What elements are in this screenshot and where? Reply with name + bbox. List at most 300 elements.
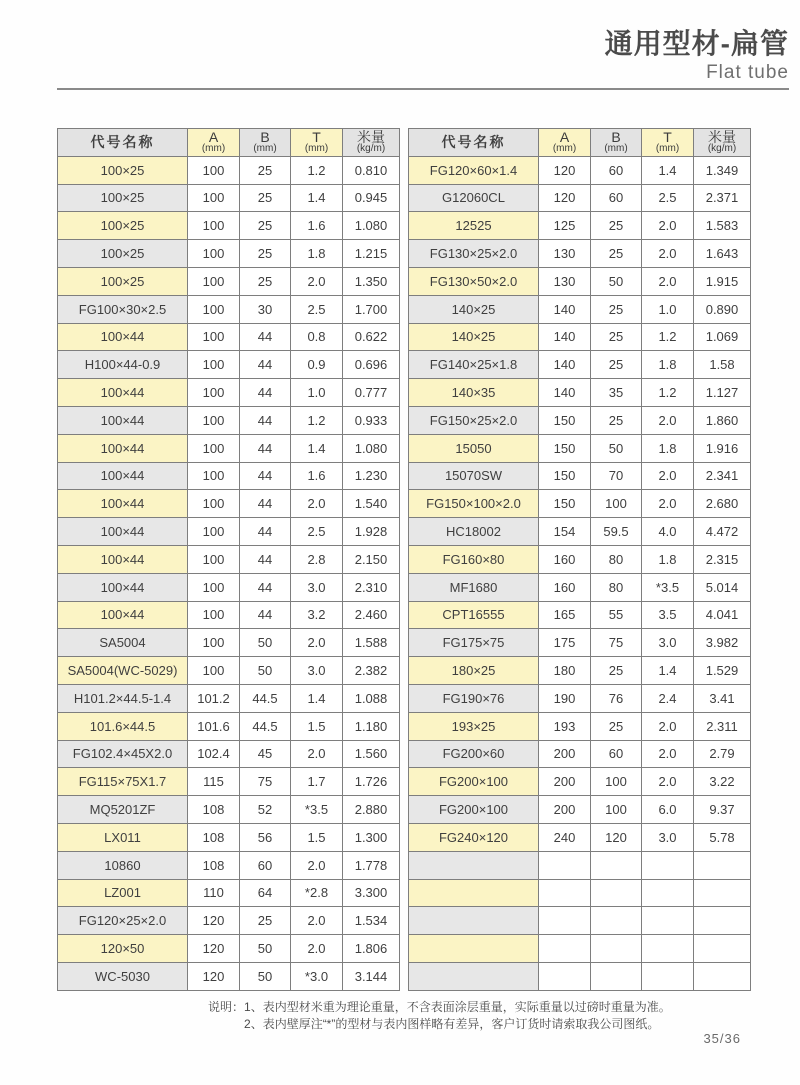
table-row bbox=[58, 796, 400, 824]
row-value-cell: *3.0 bbox=[291, 962, 343, 990]
row-value-cell: 2.0 bbox=[642, 240, 694, 268]
row-value-cell: 25 bbox=[240, 212, 291, 240]
row-value-cell: 60 bbox=[591, 184, 642, 212]
row-value-cell bbox=[642, 851, 694, 879]
row-code-cell: 100×44 bbox=[58, 462, 188, 490]
row-value-cell: *3.5 bbox=[642, 573, 694, 601]
row-value-cell: 25 bbox=[240, 240, 291, 268]
row-value-cell: 2.341 bbox=[694, 462, 751, 490]
row-value-cell: 2.79 bbox=[694, 740, 751, 768]
row-value-cell: 2.0 bbox=[291, 851, 343, 879]
row-value-cell: 0.945 bbox=[343, 184, 400, 212]
table-row bbox=[409, 740, 751, 768]
row-value-cell: 1.540 bbox=[343, 490, 400, 518]
column-header-b: B (mm) bbox=[240, 129, 291, 157]
row-value-cell bbox=[591, 879, 642, 907]
row-value-cell: 1.230 bbox=[343, 462, 400, 490]
row-value-cell: 2.150 bbox=[343, 545, 400, 573]
row-code-cell: 100×44 bbox=[58, 518, 188, 546]
table-row bbox=[58, 851, 400, 879]
table-row bbox=[58, 629, 400, 657]
column-header-b: B (mm) bbox=[591, 129, 642, 157]
row-code-cell: FG160×80 bbox=[409, 545, 539, 573]
table-row bbox=[58, 879, 400, 907]
row-value-cell: 3.22 bbox=[694, 768, 751, 796]
page-title: 通用型材-扁管 bbox=[604, 28, 789, 59]
row-value-cell: 2.311 bbox=[694, 712, 751, 740]
row-code-cell bbox=[409, 962, 539, 990]
row-code-cell: LZ001 bbox=[58, 879, 188, 907]
row-value-cell: 100 bbox=[188, 657, 240, 685]
row-value-cell: 1.58 bbox=[694, 351, 751, 379]
row-value-cell: 1.7 bbox=[291, 768, 343, 796]
row-code-cell: 100×25 bbox=[58, 212, 188, 240]
row-value-cell: 2.0 bbox=[291, 267, 343, 295]
row-code-cell: FG175×75 bbox=[409, 629, 539, 657]
row-value-cell: 75 bbox=[240, 768, 291, 796]
row-value-cell: 150 bbox=[539, 434, 591, 462]
row-value-cell: 3.41 bbox=[694, 684, 751, 712]
row-value-cell: 2.460 bbox=[343, 601, 400, 629]
row-value-cell: 76 bbox=[591, 684, 642, 712]
row-value-cell: 2.680 bbox=[694, 490, 751, 518]
row-value-cell: 44 bbox=[240, 434, 291, 462]
table-row bbox=[58, 657, 400, 685]
row-value-cell: 1.928 bbox=[343, 518, 400, 546]
row-value-cell: 5.014 bbox=[694, 573, 751, 601]
note-line-2: 2、表内壁厚注“*”的型材与表内图样略有差异，客户订货时请索取我公司图纸。 bbox=[244, 1017, 660, 1032]
row-value-cell: 100 bbox=[188, 573, 240, 601]
table-row bbox=[409, 629, 751, 657]
row-value-cell: 50 bbox=[240, 629, 291, 657]
row-value-cell bbox=[694, 879, 751, 907]
row-value-cell: 3.0 bbox=[291, 573, 343, 601]
row-value-cell: 2.0 bbox=[291, 740, 343, 768]
row-value-cell: 2.0 bbox=[291, 629, 343, 657]
row-value-cell: 190 bbox=[539, 684, 591, 712]
row-code-cell: FG130×50×2.0 bbox=[409, 267, 539, 295]
row-code-cell: 120×50 bbox=[58, 935, 188, 963]
row-code-cell: 100×44 bbox=[58, 545, 188, 573]
row-value-cell: 108 bbox=[188, 823, 240, 851]
row-value-cell: 1.0 bbox=[642, 295, 694, 323]
notes-lines bbox=[244, 999, 671, 1034]
table-row bbox=[58, 518, 400, 546]
table-row bbox=[58, 740, 400, 768]
row-code-cell: 140×25 bbox=[409, 323, 539, 351]
left-table-header bbox=[58, 129, 400, 157]
table-row bbox=[58, 907, 400, 935]
row-value-cell: 0.810 bbox=[343, 156, 400, 184]
row-value-cell bbox=[539, 879, 591, 907]
row-value-cell: 44 bbox=[240, 601, 291, 629]
row-value-cell: 1.088 bbox=[343, 684, 400, 712]
row-value-cell bbox=[642, 935, 694, 963]
row-value-cell: 120 bbox=[591, 823, 642, 851]
row-value-cell: 150 bbox=[539, 490, 591, 518]
row-value-cell: 1.2 bbox=[642, 323, 694, 351]
row-value-cell: 1.915 bbox=[694, 267, 751, 295]
row-code-cell: FG190×76 bbox=[409, 684, 539, 712]
table-row bbox=[409, 601, 751, 629]
row-value-cell bbox=[539, 962, 591, 990]
row-value-cell: 1.860 bbox=[694, 406, 751, 434]
row-value-cell: 2.0 bbox=[642, 490, 694, 518]
row-value-cell: 1.588 bbox=[343, 629, 400, 657]
table-row bbox=[409, 267, 751, 295]
row-value-cell: 25 bbox=[240, 184, 291, 212]
row-value-cell: 120 bbox=[188, 907, 240, 935]
row-value-cell: 75 bbox=[591, 629, 642, 657]
row-code-cell: FG200×100 bbox=[409, 796, 539, 824]
row-value-cell bbox=[591, 851, 642, 879]
row-value-cell: 2.315 bbox=[694, 545, 751, 573]
row-value-cell: 130 bbox=[539, 240, 591, 268]
row-value-cell: 100 bbox=[188, 379, 240, 407]
row-value-cell: 1.069 bbox=[694, 323, 751, 351]
right-table-body bbox=[409, 156, 751, 990]
row-value-cell: 50 bbox=[240, 935, 291, 963]
row-value-cell: 140 bbox=[539, 379, 591, 407]
row-value-cell: 44 bbox=[240, 351, 291, 379]
table-row bbox=[58, 351, 400, 379]
table-row bbox=[58, 240, 400, 268]
row-code-cell: H101.2×44.5-1.4 bbox=[58, 684, 188, 712]
row-value-cell: 1.350 bbox=[343, 267, 400, 295]
table-row bbox=[409, 545, 751, 573]
row-value-cell: 160 bbox=[539, 573, 591, 601]
row-value-cell: 1.916 bbox=[694, 434, 751, 462]
row-value-cell: 5.78 bbox=[694, 823, 751, 851]
row-code-cell: FG200×100 bbox=[409, 768, 539, 796]
row-code-cell: FG120×25×2.0 bbox=[58, 907, 188, 935]
column-header-name: 代号名称 bbox=[409, 129, 539, 157]
row-code-cell: H100×44-0.9 bbox=[58, 351, 188, 379]
row-code-cell: SA5004(WC-5029) bbox=[58, 657, 188, 685]
row-value-cell: 100 bbox=[188, 351, 240, 379]
row-value-cell: 25 bbox=[591, 657, 642, 685]
table-row bbox=[58, 962, 400, 990]
row-value-cell bbox=[591, 907, 642, 935]
row-value-cell: 1.4 bbox=[291, 184, 343, 212]
row-value-cell bbox=[539, 935, 591, 963]
table-row bbox=[58, 184, 400, 212]
row-value-cell: 56 bbox=[240, 823, 291, 851]
row-value-cell: 193 bbox=[539, 712, 591, 740]
table-row bbox=[409, 823, 751, 851]
table-row bbox=[58, 462, 400, 490]
row-value-cell: 1.4 bbox=[291, 434, 343, 462]
row-code-cell: 101.6×44.5 bbox=[58, 712, 188, 740]
row-value-cell: 100 bbox=[188, 490, 240, 518]
row-value-cell: 2.310 bbox=[343, 573, 400, 601]
row-value-cell: 150 bbox=[539, 462, 591, 490]
row-value-cell: 101.6 bbox=[188, 712, 240, 740]
row-value-cell: 140 bbox=[539, 351, 591, 379]
row-value-cell: 44 bbox=[240, 490, 291, 518]
row-value-cell: 120 bbox=[539, 184, 591, 212]
row-value-cell: 2.5 bbox=[291, 518, 343, 546]
row-value-cell: 1.6 bbox=[291, 462, 343, 490]
row-value-cell: 200 bbox=[539, 796, 591, 824]
row-value-cell: 44 bbox=[240, 545, 291, 573]
row-value-cell: 175 bbox=[539, 629, 591, 657]
row-value-cell bbox=[642, 907, 694, 935]
row-value-cell bbox=[694, 962, 751, 990]
row-value-cell: 6.0 bbox=[642, 796, 694, 824]
row-value-cell: 100 bbox=[188, 601, 240, 629]
row-value-cell: 2.0 bbox=[642, 212, 694, 240]
row-value-cell: 4.0 bbox=[642, 518, 694, 546]
row-value-cell: 3.0 bbox=[291, 657, 343, 685]
row-value-cell: 25 bbox=[240, 907, 291, 935]
row-value-cell: 115 bbox=[188, 768, 240, 796]
column-header-a: A (mm) bbox=[539, 129, 591, 157]
row-value-cell: 100 bbox=[188, 406, 240, 434]
row-code-cell: FG140×25×1.8 bbox=[409, 351, 539, 379]
page-number: 35/36 bbox=[703, 1031, 741, 1046]
row-code-cell: 180×25 bbox=[409, 657, 539, 685]
row-value-cell: 1.8 bbox=[642, 351, 694, 379]
row-code-cell: G12060CL bbox=[409, 184, 539, 212]
row-code-cell: 100×25 bbox=[58, 156, 188, 184]
row-code-cell bbox=[409, 879, 539, 907]
row-value-cell: 1.349 bbox=[694, 156, 751, 184]
row-value-cell: 44 bbox=[240, 462, 291, 490]
header-row bbox=[58, 129, 400, 157]
table-row bbox=[58, 490, 400, 518]
row-value-cell: 3.144 bbox=[343, 962, 400, 990]
column-header-t: T (mm) bbox=[291, 129, 343, 157]
row-value-cell: 1.643 bbox=[694, 240, 751, 268]
row-value-cell: 1.0 bbox=[291, 379, 343, 407]
page-header bbox=[57, 28, 789, 84]
row-value-cell: 140 bbox=[539, 295, 591, 323]
row-code-cell: LX011 bbox=[58, 823, 188, 851]
row-value-cell bbox=[642, 962, 694, 990]
row-value-cell: 59.5 bbox=[591, 518, 642, 546]
row-value-cell: 120 bbox=[539, 156, 591, 184]
row-value-cell: 44 bbox=[240, 518, 291, 546]
table-row bbox=[58, 545, 400, 573]
row-value-cell: 2.4 bbox=[642, 684, 694, 712]
row-value-cell: 1.2 bbox=[291, 156, 343, 184]
row-value-cell: 80 bbox=[591, 545, 642, 573]
row-value-cell: 102.4 bbox=[188, 740, 240, 768]
row-value-cell: 2.0 bbox=[642, 462, 694, 490]
row-value-cell: 3.0 bbox=[642, 823, 694, 851]
row-code-cell: WC-5030 bbox=[58, 962, 188, 990]
row-value-cell: 25 bbox=[591, 712, 642, 740]
row-value-cell: 1.080 bbox=[343, 212, 400, 240]
table-row bbox=[409, 879, 751, 907]
row-value-cell: 1.8 bbox=[642, 545, 694, 573]
table-row bbox=[58, 434, 400, 462]
table-row bbox=[58, 406, 400, 434]
row-value-cell: 100 bbox=[188, 267, 240, 295]
table-row bbox=[409, 462, 751, 490]
table-row bbox=[409, 768, 751, 796]
row-code-cell bbox=[409, 935, 539, 963]
row-value-cell: 9.37 bbox=[694, 796, 751, 824]
row-value-cell: 1.127 bbox=[694, 379, 751, 407]
row-value-cell: 1.080 bbox=[343, 434, 400, 462]
row-value-cell: 64 bbox=[240, 879, 291, 907]
flat-tube-table-right bbox=[408, 128, 751, 991]
row-value-cell: 3.2 bbox=[291, 601, 343, 629]
row-value-cell bbox=[591, 935, 642, 963]
row-value-cell: 0.777 bbox=[343, 379, 400, 407]
row-value-cell: 44.5 bbox=[240, 712, 291, 740]
column-header-meter-weight: 米量 (kg/m) bbox=[343, 129, 400, 157]
table-row bbox=[409, 295, 751, 323]
row-value-cell: 50 bbox=[591, 434, 642, 462]
table-row bbox=[409, 156, 751, 184]
table-row bbox=[409, 851, 751, 879]
row-value-cell: 2.8 bbox=[291, 545, 343, 573]
row-value-cell: 1.2 bbox=[642, 379, 694, 407]
row-value-cell: 2.0 bbox=[642, 768, 694, 796]
row-code-cell: MF1680 bbox=[409, 573, 539, 601]
row-value-cell: 60 bbox=[240, 851, 291, 879]
row-value-cell: 1.560 bbox=[343, 740, 400, 768]
row-value-cell: 100 bbox=[188, 434, 240, 462]
table-row bbox=[58, 601, 400, 629]
row-value-cell: 2.880 bbox=[343, 796, 400, 824]
row-code-cell: FG200×60 bbox=[409, 740, 539, 768]
row-value-cell: 130 bbox=[539, 267, 591, 295]
row-value-cell: 1.6 bbox=[291, 212, 343, 240]
table-row bbox=[58, 573, 400, 601]
row-value-cell: 2.0 bbox=[642, 740, 694, 768]
row-value-cell: 44.5 bbox=[240, 684, 291, 712]
row-value-cell: 100 bbox=[188, 212, 240, 240]
row-code-cell: 193×25 bbox=[409, 712, 539, 740]
row-value-cell: 3.5 bbox=[642, 601, 694, 629]
row-value-cell: 100 bbox=[591, 796, 642, 824]
row-code-cell: 100×25 bbox=[58, 184, 188, 212]
title-divider bbox=[57, 88, 789, 90]
row-value-cell: 1.778 bbox=[343, 851, 400, 879]
row-value-cell bbox=[694, 907, 751, 935]
row-value-cell: 80 bbox=[591, 573, 642, 601]
row-value-cell: 52 bbox=[240, 796, 291, 824]
row-value-cell: 110 bbox=[188, 879, 240, 907]
row-value-cell: 45 bbox=[240, 740, 291, 768]
row-value-cell: 25 bbox=[240, 267, 291, 295]
row-value-cell: 1.4 bbox=[291, 684, 343, 712]
row-value-cell: 1.700 bbox=[343, 295, 400, 323]
row-value-cell: 50 bbox=[240, 962, 291, 990]
row-value-cell: 1.180 bbox=[343, 712, 400, 740]
table-row bbox=[409, 184, 751, 212]
row-value-cell: 1.534 bbox=[343, 907, 400, 935]
row-value-cell: 1.2 bbox=[291, 406, 343, 434]
row-value-cell: 55 bbox=[591, 601, 642, 629]
table-row bbox=[409, 323, 751, 351]
row-code-cell: MQ5201ZF bbox=[58, 796, 188, 824]
page-subtitle: Flat tube bbox=[706, 62, 789, 84]
row-value-cell: 2.0 bbox=[642, 406, 694, 434]
row-value-cell: 240 bbox=[539, 823, 591, 851]
row-value-cell: 120 bbox=[188, 935, 240, 963]
row-code-cell: 100×44 bbox=[58, 323, 188, 351]
row-value-cell: 35 bbox=[591, 379, 642, 407]
table-row bbox=[409, 796, 751, 824]
row-value-cell: 3.300 bbox=[343, 879, 400, 907]
table-row bbox=[409, 212, 751, 240]
row-value-cell: 100 bbox=[591, 490, 642, 518]
row-code-cell: FG150×100×2.0 bbox=[409, 490, 539, 518]
row-value-cell: 120 bbox=[188, 962, 240, 990]
row-code-cell: 12525 bbox=[409, 212, 539, 240]
row-value-cell: 1.8 bbox=[291, 240, 343, 268]
row-code-cell: 140×25 bbox=[409, 295, 539, 323]
table-row bbox=[409, 657, 751, 685]
row-value-cell: 0.8 bbox=[291, 323, 343, 351]
row-value-cell: 60 bbox=[591, 740, 642, 768]
row-value-cell: 44 bbox=[240, 379, 291, 407]
row-value-cell: 150 bbox=[539, 406, 591, 434]
table-row bbox=[409, 434, 751, 462]
row-value-cell bbox=[694, 851, 751, 879]
row-value-cell: 100 bbox=[188, 462, 240, 490]
row-value-cell bbox=[539, 851, 591, 879]
table-row bbox=[409, 935, 751, 963]
row-value-cell: 140 bbox=[539, 323, 591, 351]
row-code-cell: 15070SW bbox=[409, 462, 539, 490]
row-value-cell: 4.041 bbox=[694, 601, 751, 629]
column-header-t: T (mm) bbox=[642, 129, 694, 157]
row-code-cell: FG100×30×2.5 bbox=[58, 295, 188, 323]
row-code-cell: FG240×120 bbox=[409, 823, 539, 851]
table-row bbox=[409, 907, 751, 935]
row-code-cell: 100×44 bbox=[58, 434, 188, 462]
table-row bbox=[409, 712, 751, 740]
row-value-cell: 25 bbox=[591, 406, 642, 434]
row-value-cell: 1.529 bbox=[694, 657, 751, 685]
row-value-cell: 154 bbox=[539, 518, 591, 546]
row-value-cell bbox=[694, 935, 751, 963]
row-value-cell: 1.583 bbox=[694, 212, 751, 240]
row-value-cell: 100 bbox=[188, 629, 240, 657]
row-value-cell: 2.0 bbox=[291, 935, 343, 963]
row-value-cell: 25 bbox=[240, 156, 291, 184]
table-row bbox=[409, 406, 751, 434]
table-row bbox=[58, 212, 400, 240]
row-value-cell: 4.472 bbox=[694, 518, 751, 546]
row-code-cell: FG102.4×45X2.0 bbox=[58, 740, 188, 768]
row-value-cell: 2.382 bbox=[343, 657, 400, 685]
row-value-cell: 100 bbox=[591, 768, 642, 796]
row-value-cell: *3.5 bbox=[291, 796, 343, 824]
row-value-cell: 165 bbox=[539, 601, 591, 629]
row-value-cell: 1.215 bbox=[343, 240, 400, 268]
table-row bbox=[58, 684, 400, 712]
row-value-cell: 1.4 bbox=[642, 657, 694, 685]
row-value-cell: 0.622 bbox=[343, 323, 400, 351]
row-value-cell: 100 bbox=[188, 545, 240, 573]
row-value-cell: 1.5 bbox=[291, 823, 343, 851]
row-value-cell: 25 bbox=[591, 212, 642, 240]
row-value-cell: 3.0 bbox=[642, 629, 694, 657]
row-value-cell: 1.300 bbox=[343, 823, 400, 851]
row-code-cell: HC18002 bbox=[409, 518, 539, 546]
row-value-cell: 0.9 bbox=[291, 351, 343, 379]
column-header-meter-weight: 米量 (kg/m) bbox=[694, 129, 751, 157]
row-value-cell: 25 bbox=[591, 295, 642, 323]
row-value-cell: 100 bbox=[188, 518, 240, 546]
